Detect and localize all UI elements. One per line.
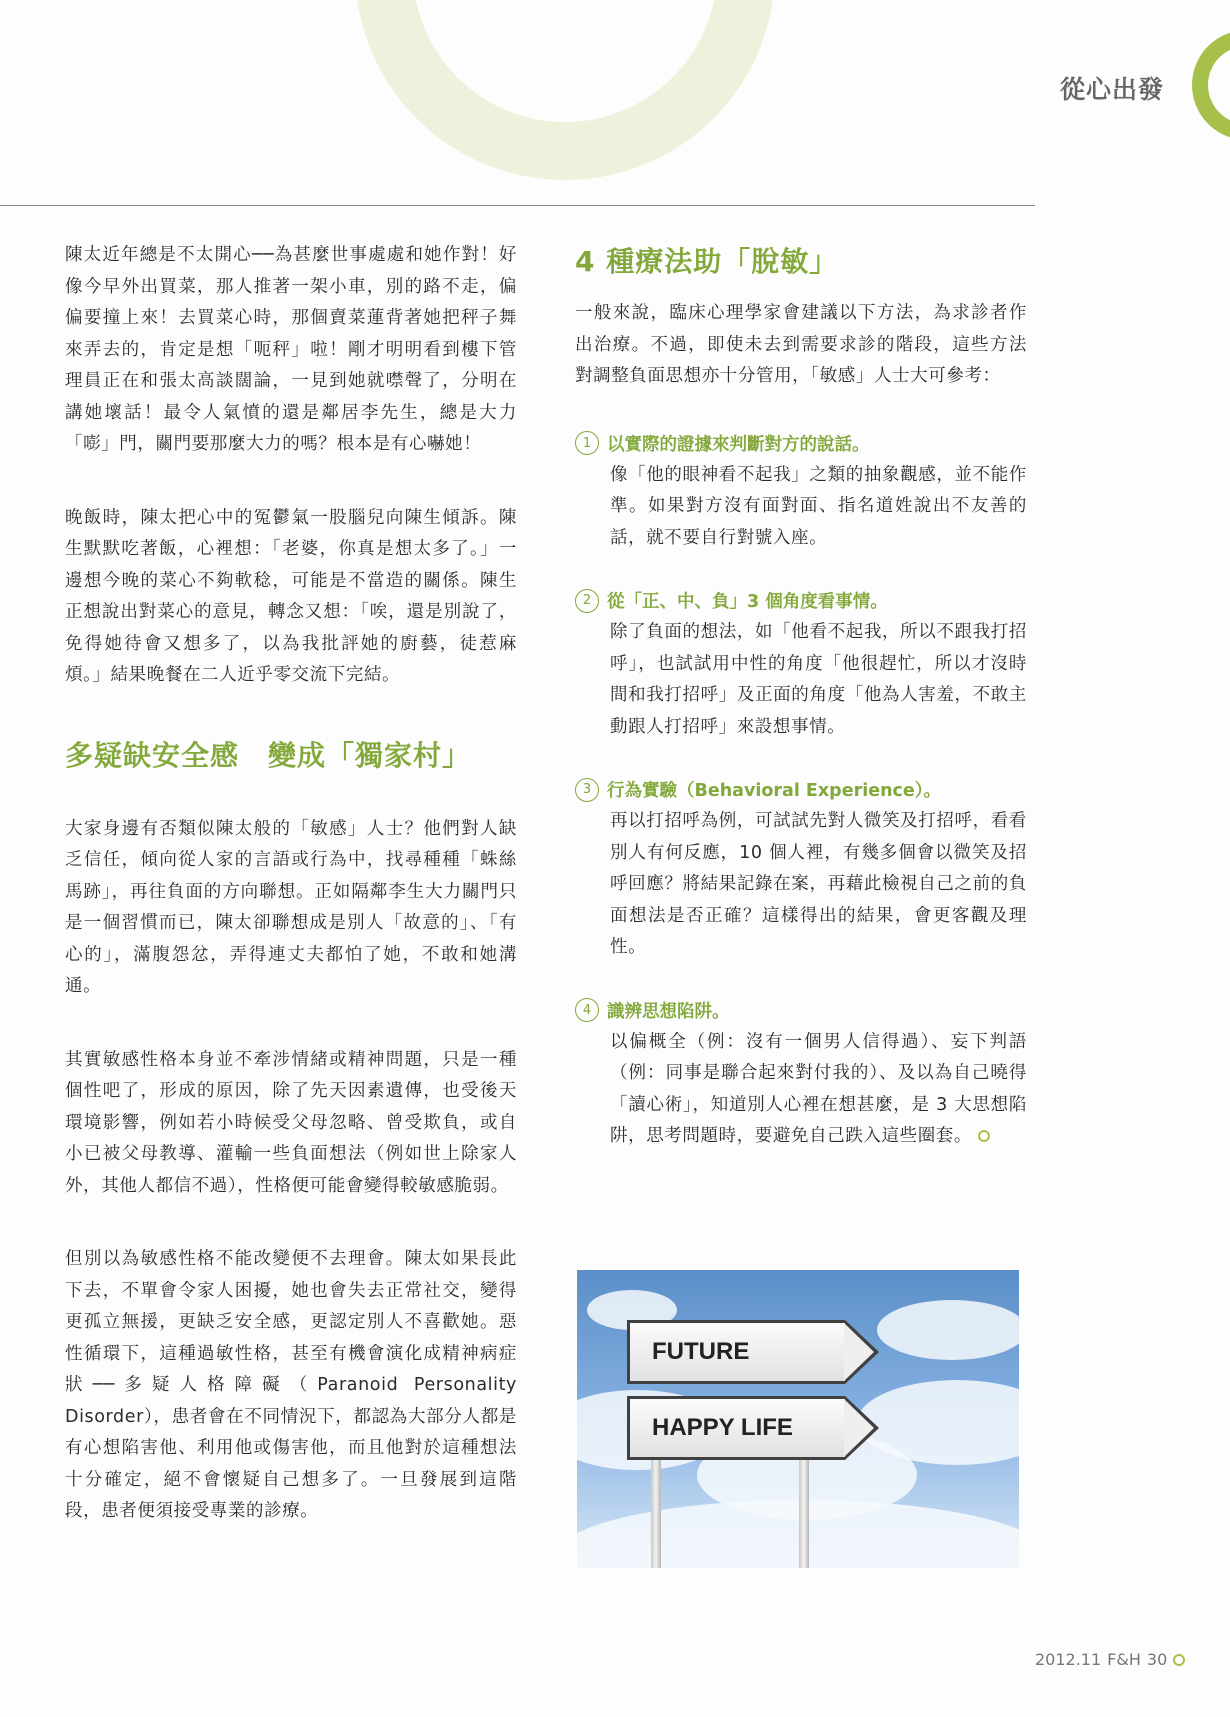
therapy-item-3 xyxy=(575,777,1027,964)
decorative-ring xyxy=(355,0,775,180)
signpost-photo xyxy=(577,1270,1019,1568)
page-footer xyxy=(1035,1650,1185,1669)
therapies-intro: 一般來說，臨床心理學家會建議以下方法，為求診者作出治療。不過，即使未去到需要求診的階段，這些方法對調整負面思想亦十分管用，「敏感」人士大可參考： xyxy=(575,303,1027,386)
story-paragraph-2: 晚飯時，陳太把心中的冤鬱氣一股腦兒向陳生傾訴。陳生默默吃著飯，心裡想：「老婆，你真是想太多了。」一邊想今晚的菜心不夠軟稔，可能是不當造的關係。陳生正想說出對菜心的意見，轉念又想：「唉，還是別說了，免得她待會又想多了，以為我批評她的廚藝，徒惹麻煩。」結果晚餐在二人近乎零交流下完結。 xyxy=(65,507,517,685)
section-heading-therapies: 4 種療法助「脫敏」 xyxy=(575,245,839,278)
therapy-title: 識辨思想陷阱。 xyxy=(607,1001,730,1022)
footer-dot-icon xyxy=(1173,1654,1185,1666)
page-number: 30 xyxy=(1146,1650,1168,1669)
sign-happy-life: HAPPY LIFE xyxy=(627,1396,845,1460)
number-circle-icon: 3 xyxy=(575,778,599,802)
therapy-body: 再以打招呼為例，可試試先對人微笑及打招呼，看看別人有何反應，10 個人裡，有幾多個會以微笑及招呼回應？將結果記錄在案，再藉此檢視自己之前的負面想法是否正確？這樣得出的結果，會更客觀及理性。 xyxy=(610,811,1027,957)
end-mark-icon xyxy=(978,1130,990,1142)
therapy-body: 像「他的眼神看不起我」之類的抽象觀感，並不能作準。如果對方沒有面對面、指名道姓說出不友善的話，就不要自行對號入座。 xyxy=(610,464,1027,548)
issue-date: 2012.11 xyxy=(1035,1650,1102,1669)
therapy-title: 以實際的證據來判斷對方的說話。 xyxy=(607,434,870,455)
therapy-body: 以偏概全（例：沒有一個男人信得過）、妄下判語（例：同事是聯合起來對付我的）、及以為自己曉得「讀心術」，知道別人心裡在想甚麼，是 3 大思想陷阱，思考問題時，要避免自己跌入這些圈套。 xyxy=(610,1031,1027,1146)
number-circle-icon: 4 xyxy=(575,998,599,1022)
sign-future: FUTURE xyxy=(627,1320,845,1384)
right-column xyxy=(575,240,1027,1187)
section-label: 從心出發 xyxy=(1060,75,1165,104)
therapy-title: 行為實驗（Behavioral Experience）。 xyxy=(607,781,942,801)
sign-pole xyxy=(799,1460,809,1568)
header-divider xyxy=(0,205,1035,206)
magazine-name: F&H xyxy=(1107,1650,1141,1669)
left-column xyxy=(65,240,517,1570)
body-paragraph-3: 大家身邊有否類似陳太般的「敏感」人士？他們對人缺乏信任，傾向從人家的言語或行為中，找尋種種「蛛絲馬跡」，再往負面的方向聯想。正如隔鄰李生大力關門只是一個習慣而已，陳太卻聯想成是別人「故意的」、「有心的」，滿腹怨忿，弄得連丈夫都怕了她，不敢和她溝通。 xyxy=(65,818,517,996)
body-paragraph-4: 其實敏感性格本身並不牽涉情緒或精神問題，只是一種個性吧了，形成的原因，除了先天因素遺傳，也受後天環境影響，例如若小時候受父母忽略、曾受欺負，或自小已被父母教導、灌輸一些負面想法（例如世上除家人外，其他人都信不過），性格便可能會變得較敏感脆弱。 xyxy=(65,1049,517,1196)
therapy-item-1 xyxy=(575,431,1027,555)
section-ring-icon xyxy=(1192,30,1230,140)
faded-background-text xyxy=(1040,200,1160,1420)
therapy-body: 除了負面的想法，如「他看不起我，所以不跟我打招呼」，也試試用中性的角度「他很趕忙，所以才沒時間和我打招呼」及正面的角度「他為人害羞，不敢主動跟人打招呼」來設想事情。 xyxy=(610,622,1027,737)
story-paragraph-1: 陳太近年總是不太開心──為甚麼世事處處和她作對！好像今早外出買菜，那人推著一架小車，別的路不走，偏偏要撞上來！去買菜心時，那個賣菜蓮背著她把秤子舞來弄去的，肯定是想「呃秤」啦！剛才明明看到樓下管理員正在和張太高談闊論，一見到她就噤聲了，分明在講她壞話！最令人氣憤的還是鄰居李先生，總是大力「嘭」門，關門要那麼大力的嗎？根本是有心嚇她！ xyxy=(65,245,517,454)
section-heading-insecurity: 多疑缺安全感 變成「獨家村」 xyxy=(65,738,472,772)
number-circle-icon: 1 xyxy=(575,431,599,455)
therapy-item-4 xyxy=(575,998,1027,1153)
therapy-item-2 xyxy=(575,588,1027,743)
body-paragraph-5: 但別以為敏感性格不能改變便不去理會。陳太如果長此下去，不單會令家人困擾，她也會失去正常社交，變得更孤立無援，更缺乏安全感，更認定別人不喜歡她。惡性循環下，這種過敏性格，甚至有機會演化成精神病症狀──多疑人格障礙（Paranoid Personality Disorder），患者會在不同情況下，都認為大部分人都是有心想陷害他、利用他或傷害他，而且他對於這種想法十分確定，絕不會懷疑自己想多了。一旦發展到這階段，患者便須接受專業的診療。 xyxy=(65,1249,517,1521)
therapy-title: 從「正、中、負」3 個角度看事情。 xyxy=(607,592,888,612)
number-circle-icon: 2 xyxy=(575,589,599,613)
sign-pole xyxy=(651,1460,661,1568)
